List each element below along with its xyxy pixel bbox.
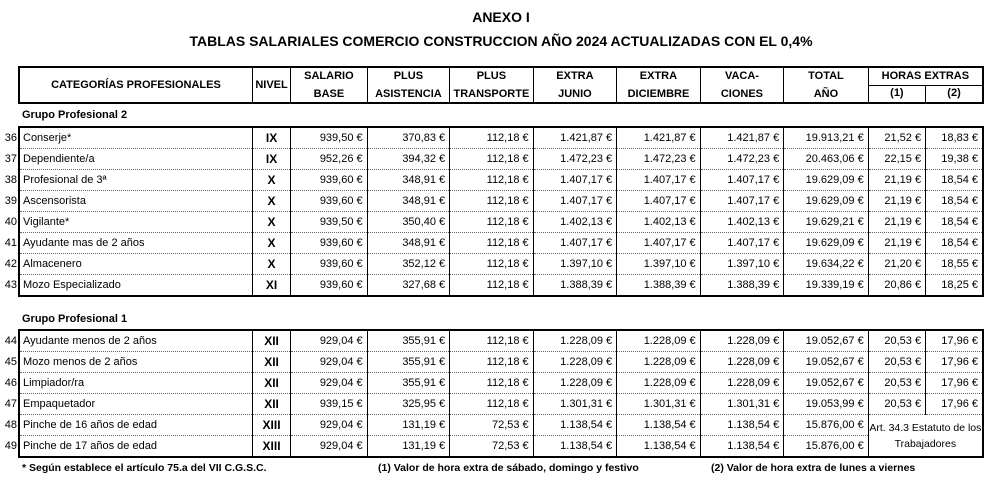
row-number: 47 (4, 398, 17, 410)
extra-junio-cell: 1.397,10 € (533, 254, 617, 275)
total-ano-cell: 19.339,19 € (784, 275, 869, 297)
document-title: ANEXO I (472, 9, 530, 25)
horas-extra-1-cell: 21,20 € (868, 254, 925, 275)
plus-asistencia-cell: 348,91 € (367, 191, 450, 212)
table-row (19, 373, 983, 394)
horas-extra-1-cell: 21,19 € (868, 170, 925, 191)
plus-asistencia-cell: 325,95 € (367, 394, 450, 415)
total-ano-cell: 19.629,09 € (784, 191, 869, 212)
plus-transporte-cell: 112,18 € (450, 233, 534, 254)
total-ano-cell: 19.052,67 € (784, 352, 869, 373)
extra-junio-cell: 1.407,17 € (533, 233, 617, 254)
plus-asistencia-cell: 352,12 € (367, 254, 450, 275)
salario-base-cell: 939,60 € (291, 275, 367, 297)
total-ano-cell: 19.052,67 € (784, 330, 869, 352)
extra-diciembre-cell: 1.402,13 € (617, 212, 701, 233)
total-ano-cell: 19.629,09 € (784, 170, 869, 191)
table-row (19, 330, 983, 352)
extra-junio-cell: 1.421,87 € (533, 127, 617, 149)
vacaciones-cell: 1.402,13 € (700, 212, 784, 233)
extra-diciembre-cell: 1.228,09 € (617, 373, 701, 394)
header-plus-transporte: PLUS TRANSPORTE (450, 67, 534, 103)
horas-extra-1-cell: 21,19 € (868, 233, 925, 254)
vacaciones-cell: 1.138,54 € (700, 415, 784, 436)
horas-extra-1-cell: 20,53 € (868, 330, 925, 352)
document-subtitle: TABLAS SALARIALES COMERCIO CONSTRUCCION AÑO 2024 ACTUALIZADAS CON EL 0,4% (189, 33, 813, 49)
header-total-ano: TOTAL AÑO (784, 67, 869, 103)
vacaciones-cell: 1.472,23 € (700, 149, 784, 170)
table-row (19, 127, 983, 149)
vacaciones-cell: 1.407,17 € (700, 233, 784, 254)
header-extra-junio: EXTRA JUNIO (533, 67, 617, 103)
level-cell: XII (252, 352, 290, 373)
category-cell: Ayudante menos de 2 años (19, 330, 252, 352)
art-note-cell: Art. 34.3 Estatuto de los Trabajadores (868, 415, 983, 458)
category-cell: Limpiador/ra (19, 373, 252, 394)
footnote-1: (1) Valor de hora extra de sábado, domingo y festivo (378, 462, 639, 474)
header-nivel: NIVEL (252, 67, 290, 103)
vacaciones-cell: 1.228,09 € (700, 373, 784, 394)
plus-transporte-cell: 112,18 € (450, 275, 534, 297)
category-cell: Pinche de 17 años de edad (19, 436, 252, 458)
row-number: 46 (4, 377, 17, 389)
extra-junio-cell: 1.301,31 € (533, 394, 617, 415)
horas-extra-1-cell: 20,53 € (868, 352, 925, 373)
plus-transporte-cell: 112,18 € (450, 352, 534, 373)
category-cell: Ascensorista (19, 191, 252, 212)
level-cell: X (252, 212, 290, 233)
table-row (19, 149, 983, 170)
horas-extra-2-cell: 17,96 € (926, 373, 983, 394)
plus-asistencia-cell: 355,91 € (367, 373, 450, 394)
row-number: 36 (4, 132, 17, 144)
salario-base-cell: 939,50 € (291, 127, 367, 149)
extra-diciembre-cell: 1.388,39 € (617, 275, 701, 297)
header-extra-diciembre: EXTRA DICIEMBRE (617, 67, 701, 103)
horas-extra-2-cell: 17,96 € (926, 394, 983, 415)
total-ano-cell: 19.913,21 € (784, 127, 869, 149)
table-row (19, 275, 983, 297)
category-cell: Mozo Especializado (19, 275, 252, 297)
horas-extra-2-cell: 17,96 € (926, 330, 983, 352)
row-number: 48 (4, 419, 17, 431)
category-cell: Empaquetador (19, 394, 252, 415)
salario-base-cell: 929,04 € (291, 373, 367, 394)
vacaciones-cell: 1.407,17 € (700, 191, 784, 212)
header-salario-base: SALARIO BASE (291, 67, 367, 103)
vacaciones-cell: 1.228,09 € (700, 330, 784, 352)
level-cell: X (252, 233, 290, 254)
extra-junio-cell: 1.472,23 € (533, 149, 617, 170)
plus-transporte-cell: 112,18 € (450, 149, 534, 170)
total-ano-cell: 19.629,09 € (784, 233, 869, 254)
total-ano-cell: 19.053,99 € (784, 394, 869, 415)
horas-extra-1-cell: 21,19 € (868, 191, 925, 212)
header-plus-asistencia: PLUS ASISTENCIA (367, 67, 450, 103)
extra-junio-cell: 1.228,09 € (533, 352, 617, 373)
plus-asistencia-cell: 355,91 € (367, 352, 450, 373)
vacaciones-cell: 1.407,17 € (700, 170, 784, 191)
plus-asistencia-cell: 370,83 € (367, 127, 450, 149)
horas-extra-1-cell: 20,53 € (868, 394, 925, 415)
row-number: 38 (4, 174, 17, 186)
table-row (19, 415, 983, 436)
row-number: 37 (4, 153, 17, 165)
horas-extra-1-cell: 20,86 € (868, 275, 925, 297)
salario-base-cell: 939,50 € (291, 212, 367, 233)
table-row (19, 352, 983, 373)
plus-transporte-cell: 112,18 € (450, 394, 534, 415)
total-ano-cell: 15.876,00 € (784, 436, 869, 458)
extra-diciembre-cell: 1.407,17 € (617, 170, 701, 191)
category-cell: Pinche de 16 años de edad (19, 415, 252, 436)
salario-base-cell: 939,60 € (291, 191, 367, 212)
table-row (19, 233, 983, 254)
salary-table-header (18, 66, 984, 104)
horas-extra-1-cell: 22,15 € (868, 149, 925, 170)
extra-junio-cell: 1.228,09 € (533, 330, 617, 352)
row-number: 42 (4, 258, 17, 270)
header-categorias: CATEGORÍAS PROFESIONALES (19, 67, 252, 103)
extra-diciembre-cell: 1.407,17 € (617, 233, 701, 254)
level-cell: XI (252, 275, 290, 297)
extra-junio-cell: 1.138,54 € (533, 436, 617, 458)
category-cell: Conserje* (19, 127, 252, 149)
extra-diciembre-cell: 1.301,31 € (617, 394, 701, 415)
extra-junio-cell: 1.138,54 € (533, 415, 617, 436)
salario-base-cell: 929,04 € (291, 415, 367, 436)
extra-diciembre-cell: 1.421,87 € (617, 127, 701, 149)
plus-transporte-cell: 112,18 € (450, 254, 534, 275)
plus-transporte-cell: 72,53 € (450, 415, 534, 436)
table-row (19, 394, 983, 415)
plus-transporte-cell: 112,18 € (450, 127, 534, 149)
header-vacaciones: VACA- CIONES (700, 67, 784, 103)
footnote-2: (2) Valor de hora extra de lunes a viernes (711, 462, 916, 474)
plus-asistencia-cell: 348,91 € (367, 233, 450, 254)
salario-base-cell: 952,26 € (291, 149, 367, 170)
vacaciones-cell: 1.388,39 € (700, 275, 784, 297)
horas-extra-2-cell: 18,54 € (926, 170, 983, 191)
header-horas-extras: HORAS EXTRAS (868, 67, 983, 85)
level-cell: XIII (252, 415, 290, 436)
row-number: 49 (4, 440, 17, 452)
extra-diciembre-cell: 1.138,54 € (617, 415, 701, 436)
horas-extra-2-cell: 19,38 € (926, 149, 983, 170)
extra-junio-cell: 1.407,17 € (533, 170, 617, 191)
extra-junio-cell: 1.407,17 € (533, 191, 617, 212)
total-ano-cell: 19.052,67 € (784, 373, 869, 394)
vacaciones-cell: 1.301,31 € (700, 394, 784, 415)
plus-asistencia-cell: 355,91 € (367, 330, 450, 352)
level-cell: IX (252, 149, 290, 170)
category-cell: Vigilante* (19, 212, 252, 233)
table-row (19, 254, 983, 275)
total-ano-cell: 15.876,00 € (784, 415, 869, 436)
salario-base-cell: 929,04 € (291, 330, 367, 352)
plus-transporte-cell: 72,53 € (450, 436, 534, 458)
row-number: 44 (4, 335, 17, 347)
plus-asistencia-cell: 394,32 € (367, 149, 450, 170)
plus-transporte-cell: 112,18 € (450, 191, 534, 212)
plus-asistencia-cell: 131,19 € (367, 415, 450, 436)
extra-diciembre-cell: 1.407,17 € (617, 191, 701, 212)
table-row (19, 191, 983, 212)
horas-extra-1-cell: 21,19 € (868, 212, 925, 233)
category-cell: Almacenero (19, 254, 252, 275)
category-cell: Dependiente/a (19, 149, 252, 170)
group-label-2: Grupo Profesional 2 (22, 109, 128, 121)
vacaciones-cell: 1.228,09 € (700, 352, 784, 373)
level-cell: XIII (252, 436, 290, 458)
horas-extra-2-cell: 17,96 € (926, 352, 983, 373)
level-cell: X (252, 254, 290, 275)
extra-junio-cell: 1.388,39 € (533, 275, 617, 297)
plus-transporte-cell: 112,18 € (450, 373, 534, 394)
level-cell: XII (252, 373, 290, 394)
horas-extra-2-cell: 18,25 € (926, 275, 983, 297)
header-horas-2: (2) (926, 85, 983, 103)
level-cell: XII (252, 330, 290, 352)
category-cell: Mozo menos de 2 años (19, 352, 252, 373)
salario-base-cell: 939,60 € (291, 254, 367, 275)
extra-diciembre-cell: 1.228,09 € (617, 352, 701, 373)
horas-extra-2-cell: 18,55 € (926, 254, 983, 275)
vacaciones-cell: 1.421,87 € (700, 127, 784, 149)
plus-transporte-cell: 112,18 € (450, 212, 534, 233)
horas-extra-1-cell: 21,52 € (868, 127, 925, 149)
salario-base-cell: 929,04 € (291, 436, 367, 458)
horas-extra-2-cell: 18,54 € (926, 233, 983, 254)
salario-base-cell: 939,15 € (291, 394, 367, 415)
total-ano-cell: 19.634,22 € (784, 254, 869, 275)
horas-extra-1-cell: 20,53 € (868, 373, 925, 394)
category-cell: Ayudante mas de 2 años (19, 233, 252, 254)
plus-asistencia-cell: 350,40 € (367, 212, 450, 233)
category-cell: Profesional de 3ª (19, 170, 252, 191)
plus-transporte-cell: 112,18 € (450, 330, 534, 352)
row-number: 43 (4, 279, 17, 291)
extra-junio-cell: 1.228,09 € (533, 373, 617, 394)
level-cell: XII (252, 394, 290, 415)
vacaciones-cell: 1.138,54 € (700, 436, 784, 458)
horas-extra-2-cell: 18,83 € (926, 127, 983, 149)
horas-extra-2-cell: 18,54 € (926, 212, 983, 233)
table-row (19, 212, 983, 233)
footnote-asterisk: * Según establece el artículo 75.a del VII C.G.S.C. (22, 462, 267, 474)
extra-junio-cell: 1.402,13 € (533, 212, 617, 233)
table-row (19, 170, 983, 191)
level-cell: IX (252, 127, 290, 149)
vacaciones-cell: 1.397,10 € (700, 254, 784, 275)
group-1-table (18, 329, 984, 458)
horas-extra-2-cell: 18,54 € (926, 191, 983, 212)
extra-diciembre-cell: 1.472,23 € (617, 149, 701, 170)
header-horas-1: (1) (868, 85, 925, 103)
level-cell: X (252, 170, 290, 191)
plus-asistencia-cell: 348,91 € (367, 170, 450, 191)
row-number: 41 (4, 237, 17, 249)
table-row (19, 436, 983, 458)
total-ano-cell: 20.463,06 € (784, 149, 869, 170)
row-number: 39 (4, 195, 17, 207)
salario-base-cell: 939,60 € (291, 233, 367, 254)
plus-asistencia-cell: 131,19 € (367, 436, 450, 458)
level-cell: X (252, 191, 290, 212)
plus-transporte-cell: 112,18 € (450, 170, 534, 191)
extra-diciembre-cell: 1.397,10 € (617, 254, 701, 275)
group-2-table (18, 126, 984, 297)
total-ano-cell: 19.629,21 € (784, 212, 869, 233)
group-label-1: Grupo Profesional 1 (22, 313, 128, 325)
extra-diciembre-cell: 1.138,54 € (617, 436, 701, 458)
plus-asistencia-cell: 327,68 € (367, 275, 450, 297)
row-number: 45 (4, 356, 17, 368)
row-number: 40 (4, 216, 17, 228)
salario-base-cell: 929,04 € (291, 352, 367, 373)
extra-diciembre-cell: 1.228,09 € (617, 330, 701, 352)
salario-base-cell: 939,60 € (291, 170, 367, 191)
